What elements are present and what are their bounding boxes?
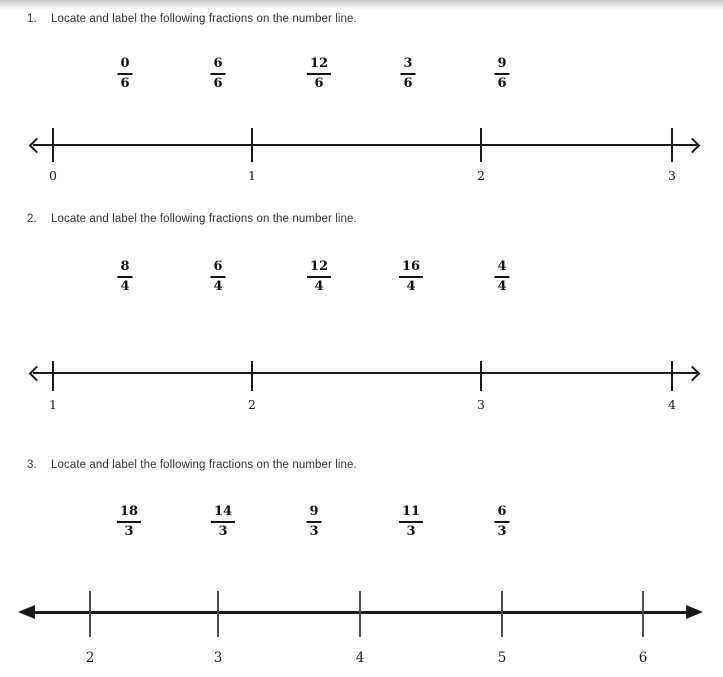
fraction (400, 57, 415, 91)
fraction (117, 505, 141, 539)
tick-mark (671, 128, 673, 162)
problem-2-number: 2. (27, 213, 37, 225)
fraction-numerator: 11 (399, 505, 423, 523)
fraction (211, 505, 235, 539)
tick-label: 0 (49, 168, 57, 183)
fraction-denominator: 4 (314, 279, 324, 294)
fraction-denominator: 6 (120, 76, 130, 91)
problem-2-instruction: Locate and label the following fractions on the number line. (51, 213, 357, 225)
tick-mark (251, 128, 253, 162)
page-top-shadow (0, 0, 723, 10)
tick-mark (251, 361, 253, 391)
tick-mark (52, 128, 54, 162)
tick-label: 3 (213, 650, 223, 666)
fraction (494, 260, 509, 294)
fraction (306, 505, 321, 539)
fraction-numerator: 18 (117, 505, 141, 523)
problem-1-instruction: Locate and label the following fractions on the number line. (51, 13, 357, 25)
fraction (210, 57, 225, 91)
tick-label: 6 (638, 650, 648, 666)
fraction (399, 260, 423, 294)
problem-3-number: 3. (27, 459, 37, 471)
fraction-denominator: 4 (213, 279, 223, 294)
tick-label: 2 (85, 650, 95, 666)
tick-mark (89, 591, 91, 637)
fraction-denominator: 3 (124, 524, 134, 539)
fraction-numerator: 9 (306, 505, 321, 523)
fraction (210, 260, 225, 294)
tick-label: 2 (248, 397, 256, 412)
fraction-numerator: 12 (307, 260, 331, 278)
fraction-denominator: 3 (406, 524, 416, 539)
tick-mark (671, 361, 673, 391)
number-line-track (33, 372, 697, 374)
tick-label: 1 (49, 397, 57, 412)
fraction (117, 260, 132, 294)
problem-1-number: 1. (27, 13, 37, 25)
tick-label: 3 (477, 397, 485, 412)
tick-mark (359, 591, 361, 637)
fraction-numerator: 4 (494, 260, 509, 278)
tick-mark (642, 591, 644, 637)
problem-3-instruction: Locate and label the following fractions on the number line. (51, 459, 357, 471)
tick-label: 4 (355, 650, 365, 666)
fraction-numerator: 8 (117, 260, 132, 278)
fraction-denominator: 6 (314, 76, 324, 91)
fraction-denominator: 6 (497, 76, 507, 91)
right-arrow-icon (685, 138, 701, 154)
fraction-denominator: 4 (120, 279, 130, 294)
fraction (307, 260, 331, 294)
tick-mark (501, 591, 503, 637)
fraction-numerator: 3 (400, 57, 415, 75)
tick-label: 2 (477, 168, 485, 183)
left-arrow-icon (18, 605, 35, 619)
left-arrow-icon (29, 366, 45, 382)
tick-mark (217, 591, 219, 637)
tick-label: 3 (668, 168, 676, 183)
fraction (399, 505, 423, 539)
number-line-track (33, 144, 697, 146)
tick-mark (480, 128, 482, 162)
tick-mark (480, 361, 482, 391)
right-arrow-icon (686, 605, 703, 619)
fraction-denominator: 3 (309, 524, 319, 539)
fraction-denominator: 3 (497, 524, 507, 539)
fraction-numerator: 6 (210, 57, 225, 75)
fraction (494, 505, 509, 539)
tick-label: 5 (497, 650, 507, 666)
fraction-denominator: 6 (213, 76, 223, 91)
fraction-numerator: 6 (210, 260, 225, 278)
fraction-denominator: 6 (403, 76, 413, 91)
fraction-denominator: 3 (218, 524, 228, 539)
fraction (307, 57, 331, 91)
fraction-denominator: 4 (497, 279, 507, 294)
fraction (117, 57, 132, 91)
left-arrow-icon (29, 138, 45, 154)
fraction-numerator: 9 (494, 57, 509, 75)
fraction-numerator: 16 (399, 260, 423, 278)
fraction (494, 57, 509, 91)
fraction-numerator: 12 (307, 57, 331, 75)
fraction-numerator: 14 (211, 505, 235, 523)
right-arrow-icon (685, 366, 701, 382)
tick-label: 1 (248, 168, 256, 183)
tick-label: 4 (668, 397, 676, 412)
fraction-numerator: 6 (494, 505, 509, 523)
fraction-denominator: 4 (406, 279, 416, 294)
fraction-numerator: 0 (117, 57, 132, 75)
tick-mark (52, 361, 54, 391)
